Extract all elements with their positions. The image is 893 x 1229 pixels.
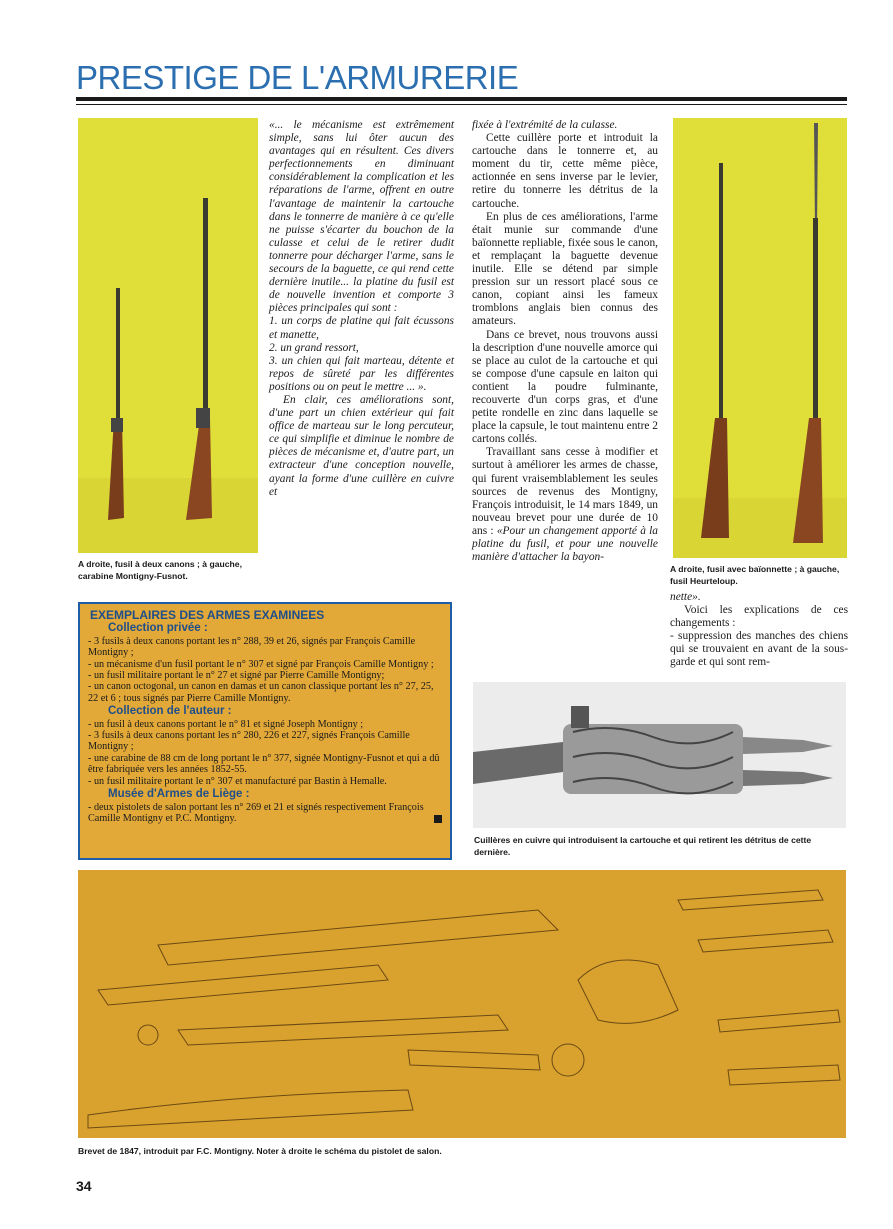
list-item: - 3 fusils à deux canons portant les n° 288, 39 et 26, signés par François Camille Montigny ;	[88, 635, 416, 659]
list-item-text: - deux pistolets de salon portant les n° 269 et 21 et signés respectivement François Camille Montigny et P.C. Montigny.	[88, 801, 424, 824]
paragraph-text: Travaillant sans cesse à modifier et surtout à améliorer les armes de chasse, qui furent vraisemblablement les seules sources de revenus des Montigny, François introduisit, le 14 mars 1849, un nouveau brevet pour une durée de 10 ans :	[472, 446, 658, 537]
paragraph: - suppression des manches des chiens qui se trouvaient en avant de la sous-garde et qui sont rem-	[670, 630, 848, 669]
list-item-3: 3. un chien qui fait marteau, détente et repos de sûreté par les différentes positions ou on peut le mettre ... ».	[269, 354, 454, 393]
text-column-2	[472, 119, 658, 564]
list-item: - un mécanisme d'un fusil portant le n° 307 et signé par François Camille Montigny ;	[88, 658, 434, 670]
examples-box	[78, 602, 452, 860]
title-rule-thick	[76, 97, 847, 101]
patent-drawing-plate	[78, 870, 846, 1138]
paragraph: En plus de ces améliorations, l'arme était munie sur commande d'une baïonnette repliable, fixée sous le canon, et remplaçant la baguette devenue inutile. Elle se détend par simple pression sur un ressort placé sous ce canon, copiant ainsi les fameux tromblons anglais bien connus des amateurs.	[472, 210, 658, 328]
page-title: PRESTIGE DE L'ARMURERIE	[76, 59, 519, 96]
list-item: - un fusil militaire portant le n° 27 et signé par Pierre Camille Montigny;	[88, 670, 385, 682]
photo-rifles-right	[673, 118, 847, 558]
list-item	[88, 802, 442, 825]
rifles-right-illustration	[673, 118, 847, 558]
photo-engraved-lock	[473, 682, 846, 828]
title-rule-thin	[76, 104, 847, 105]
list-item: - un fusil militaire portant le n° 307 et manufacturé par Bastin à Hemalle.	[88, 775, 387, 787]
list-item: - 3 fusils à deux canons portant les n° 280, 226 et 227, signés François Camille Montigny ;	[88, 730, 410, 753]
caption-patent-plate: Brevet de 1847, introduit par F.C. Montigny. Noter à droite le schéma du pistolet de salon.	[78, 1146, 442, 1156]
list-item-2: 2. un grand ressort,	[269, 341, 359, 354]
caption-left-photo: A droite, fusil à deux canons ; à gauche, carabine Montigny-Fusnot.	[78, 559, 242, 581]
list-item-1: 1. un corps de platine qui fait écussons et manette,	[269, 315, 454, 341]
paragraph: fixée à l'extrémité de la culasse.	[472, 119, 618, 131]
box-section-museum: Musée d'Armes de Liège :	[108, 788, 250, 801]
paragraph: Voici les explications de ces changements :	[670, 604, 848, 630]
list-item: - un canon octogonal, un canon en damas et un canon classique portant les n° 27, 25, 22 et 6 ; tous signés par Pierre Camille Montigny.	[88, 681, 434, 704]
text-column-3	[670, 591, 848, 670]
caption-engraving: Cuillères en cuivre qui introduisent la cartouche et qui retirent les détritus de cette dernière.	[474, 835, 812, 857]
paragraph	[472, 446, 658, 564]
paragraph: Cette cuillère porte et introduit la cartouche dans le tonnerre et, au moment du tir, cette même pièce, actionnée en sens inverse par le levier, retire du tonnerre les détritus de la cartouche.	[472, 132, 658, 210]
paragraph-quote: «Pour un changement apporté à la platine du fusil, et pour une nouvelle manière d'attacher la bayon-	[472, 524, 658, 564]
box-title: EXEMPLAIRES DES ARMES EXAMINEES	[90, 608, 325, 622]
list-item: - une carabine de 88 cm de long portant le n° 377, signée Montigny-Fusnot et qui a dû être fabriquée vers les années 1852-55.	[88, 752, 440, 776]
list-item: - un fusil à deux canons portant le n° 81 et signé Joseph Montigny ;	[88, 718, 364, 730]
patent-drawing-illustration	[78, 870, 846, 1138]
paragraph: Dans ce brevet, nous trouvons aussi la description d'une nouvelle amorce qui se place au culot de la cartouche et qui se compose d'une capsule en laiton qui contient la poudre fulminante, recouverte d'un corps gras, et d'une petite rondelle en zinc dans laquelle se place la capsule, le tout maintenu entre 2 cartons collés.	[472, 328, 658, 446]
box-section-private: Collection privée :	[108, 622, 208, 635]
end-mark	[434, 815, 442, 823]
paragraph-text: En clair, ces améliorations sont, d'une part un chien extérieur qui fait office de marteau sur le long percuteur, ce qui simplifie et diminue le nombre de pièces de mécanisme et, d'autre part, un extracteur d'une conception nouvelle, ayant la	[269, 393, 454, 485]
rifles-left-illustration	[78, 118, 258, 553]
page-number: 34	[76, 1178, 92, 1194]
paragraph	[269, 394, 454, 499]
paragraph-tail: forme d'une cuillère en cuivre et	[269, 472, 454, 498]
caption-right-photo: A droite, fusil avec baïonnette ; à gauche, fusil Heurteloup.	[670, 564, 840, 586]
box-section-author: Collection de l'auteur :	[108, 705, 232, 718]
text-column-1	[269, 119, 454, 499]
paragraph: nette».	[670, 591, 701, 603]
engraved-lock-illustration	[473, 682, 846, 828]
quote-paragraph: «... le mécanisme est extrêmement simple, sans lui ôter aucun des avantages qui en résultent. Ces divers perfectionnements en diminuant considérablement la complication et les réparations de l'arme, offrent en outre l'avantage de maintenir la cartouche dans le tonnerre de manière à ce qu'elle ne puisse s'écarter du bouchon de la culasse et celui de le retirer dudit tonnerre pour décharger l'arme, sans le secours de la baguette, ce qui rend cette dernière inutile... la platine du fusil est de nouvelle invention et comporte 3 pièces principales qui sont :	[269, 119, 454, 315]
photo-rifles-left	[78, 118, 258, 553]
